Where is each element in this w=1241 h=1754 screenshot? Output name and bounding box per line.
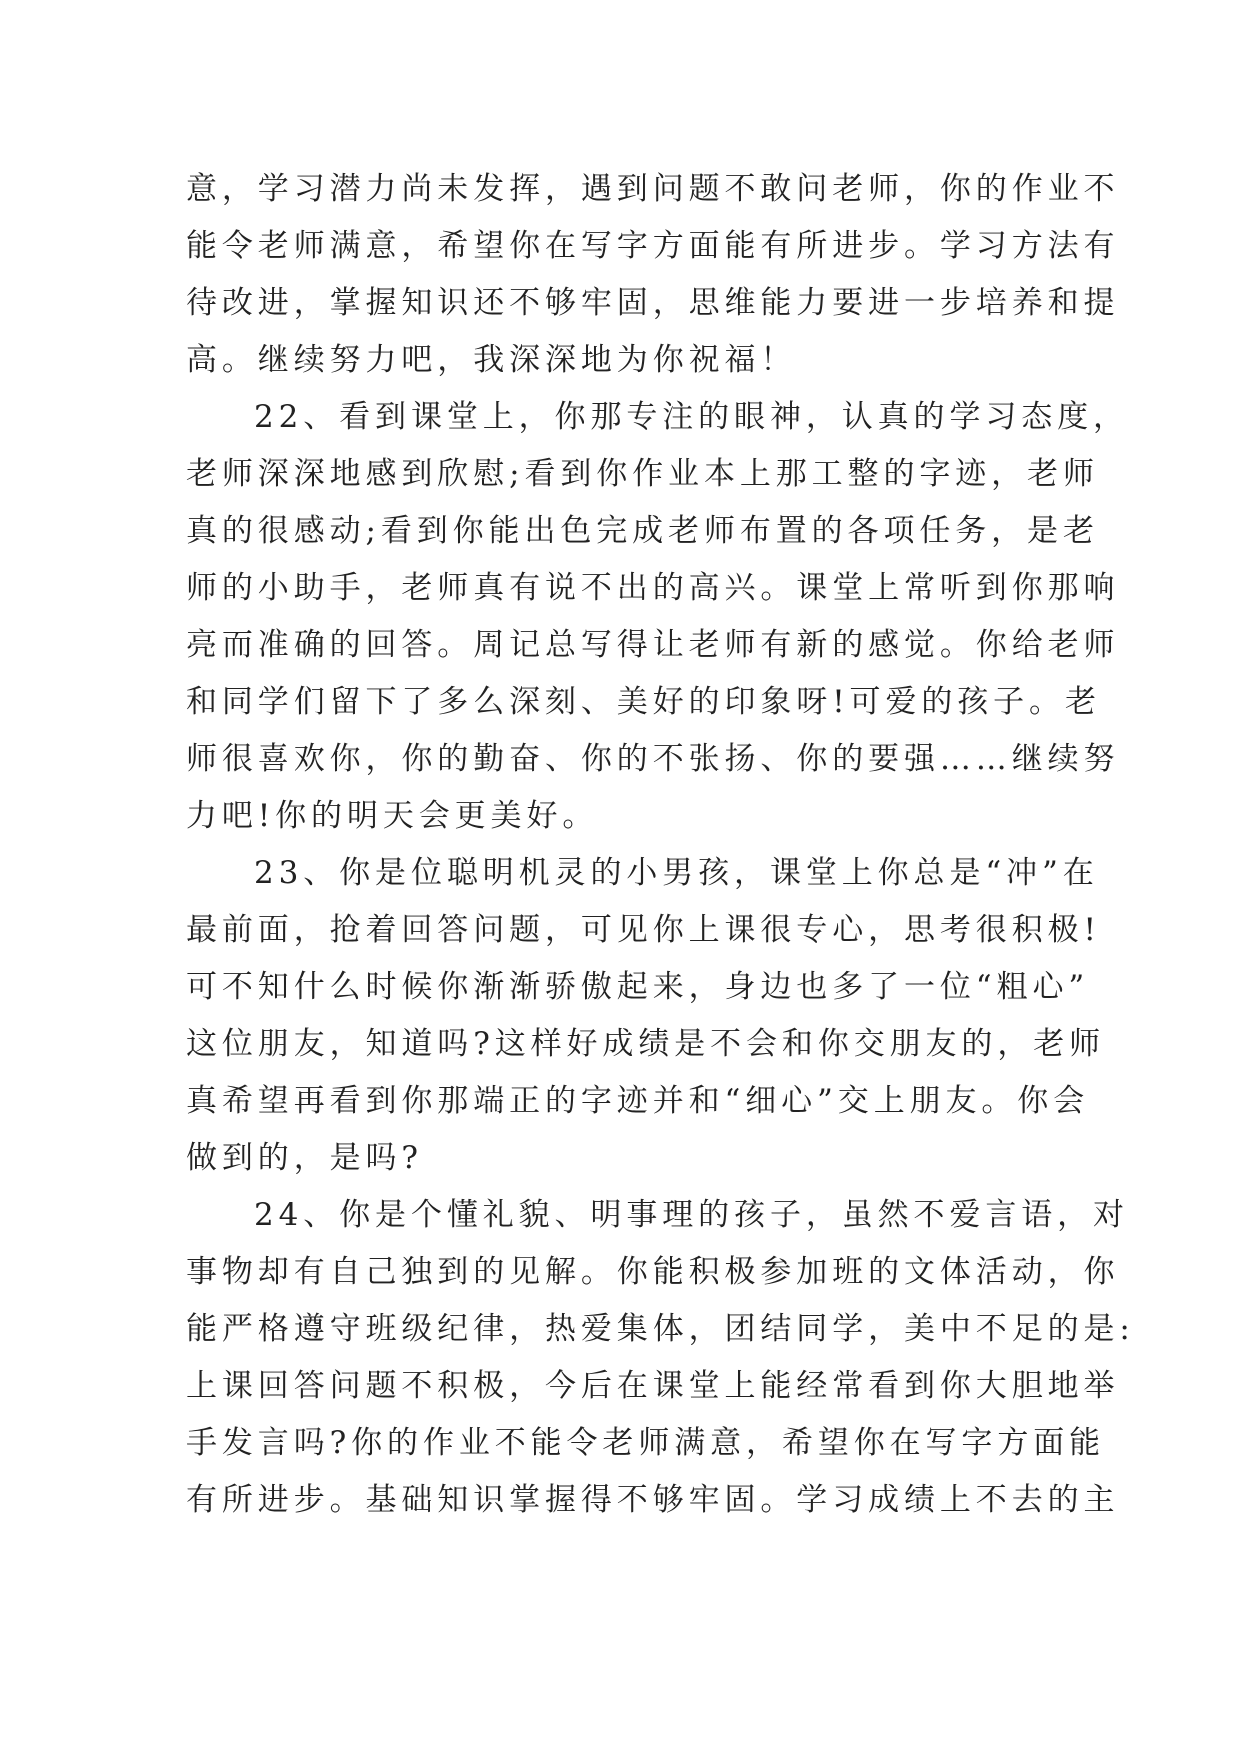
text-line: 可不知什么时候你渐渐骄傲起来，身边也多了一位“粗心” [186,969,1090,1005]
text-line: 最前面，抢着回答问题，可见你上课很专心，思考很积极! [186,912,1101,948]
text-line: 待改进，掌握知识还不够牢固，思维能力要进一步培养和提 [186,285,1120,321]
paragraph-23-start: 23、你是位聪明机灵的小男孩，课堂上你总是“冲”在 [254,855,1099,891]
text-line: 亮而准确的回答。周记总写得让老师有新的感觉。你给老师 [186,627,1120,663]
text-line: 意，学习潜力尚未发挥，遇到问题不敢问老师，你的作业不 [186,171,1120,207]
text-line: 真希望再看到你那端正的字迹并和“细心”交上朋友。你会 [186,1083,1090,1119]
paragraph-24-start: 24、你是个懂礼貌、明事理的孩子，虽然不爱言语，对 [254,1197,1129,1233]
text-line: 真的很感动;看到你能出色完成老师布置的各项任务，是老 [186,513,1099,549]
text-line: 力吧!你的明天会更美好。 [186,798,599,834]
text-line: 师很喜欢你，你的勤奋、你的不张扬、你的要强……继续努 [186,741,1120,777]
text-line: 师的小助手，老师真有说不出的高兴。课堂上常听到你那响 [186,570,1120,606]
text-line: 这位朋友，知道吗?这样好成绩是不会和你交朋友的，老师 [186,1026,1106,1062]
text-line: 和同学们留下了多么深刻、美好的印象呀!可爱的孩子。老 [186,684,1101,720]
text-line: 有所进步。基础知识掌握得不够牢固。学习成绩上不去的主 [186,1482,1120,1518]
text-line: 高。继续努力吧，我深深地为你祝福！ [186,342,797,378]
text-line: 老师深深地感到欣慰;看到你作业本上那工整的字迹，老师 [186,456,1099,492]
text-line: 手发言吗?你的作业不能令老师满意，希望你在写字方面能 [186,1425,1106,1461]
text-line: 能令老师满意，希望你在写字方面能有所进步。学习方法有 [186,228,1120,264]
text-line: 上课回答问题不积极，今后在课堂上能经常看到你大胆地举 [186,1368,1120,1404]
text-line: 做到的，是吗? [186,1140,423,1176]
text-line: 事物却有自己独到的见解。你能积极参加班的文体活动，你 [186,1254,1120,1290]
paragraph-22-start: 22、看到课堂上，你那专注的眼神，认真的学习态度， [254,399,1129,435]
text-line: 能严格遵守班级纪律，热爱集体，团结同学，美中不足的是: [186,1311,1135,1347]
